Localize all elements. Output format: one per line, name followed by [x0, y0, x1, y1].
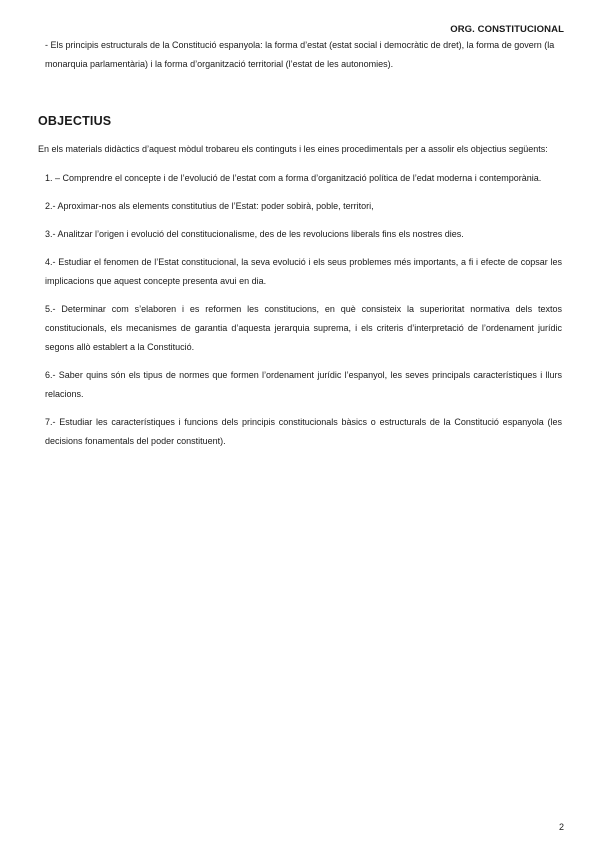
objective-item-3: 3.- Analitzar l’origen i evolució del constitucionalisme, des de les revolucions liberals fins els nostres dies. [45, 229, 464, 239]
running-header: ORG. CONSTITUCIONAL [450, 24, 564, 35]
objective-item-6: 6.- Saber quins són els tipus de normes que formen l’ordenament jurídic l’espanyol, les seves principals característiques i llurs relacions. [45, 370, 562, 399]
objective-item-4: 4.- Estudiar el fenomen de l’Estat constitucional, la seva evolució i els seus problemes més importants, a fi i efecte de copsar les implicacions que aquest concepte presenta avui en dia. [45, 257, 562, 286]
objectives-lead-paragraph: En els materials didàctics d’aquest mòdul trobareu els continguts i les eines procedimentals per a assolir els objectius següents: [38, 144, 548, 154]
page-number: 2 [558, 822, 564, 832]
objective-item-2: 2.- Aproximar-nos als elements constitutius de l’Estat: poder sobirà, poble, territori, [45, 201, 374, 211]
objective-item-7: 7.- Estudiar les característiques i funcions dels principis constitucionals bàsics o estructurals de la Constitució espanyola (les decisions fonamentals del poder constituent). [45, 417, 562, 446]
intro-bullet-paragraph: - Els principis estructurals de la Constitució espanyola: la forma d’estat (estat social i democràtic de dret), la forma de govern (la monarquia parlamentària) i la forma d’organització territorial (l’estat de les autonomies). [45, 40, 555, 69]
page-body [38, 36, 562, 460]
section-heading-objectius: OBJECTIUS [38, 114, 112, 128]
objectives-list [38, 169, 562, 451]
objective-item-1: 1. – Comprendre el concepte i de l’evolució de l’estat com a forma d’organització política de l’edat moderna i contemporània. [45, 173, 542, 183]
objective-item-5: 5.- Determinar com s’elaboren i es reformen les constitucions, en què consisteix la superioritat normativa dels textos constitucionals, els mecanismes de garantia d’aquesta jerarquia suprema, i els criteris d’interpretació de l’ordenament jurídic segons allò establert a la Constitució. [45, 304, 562, 352]
